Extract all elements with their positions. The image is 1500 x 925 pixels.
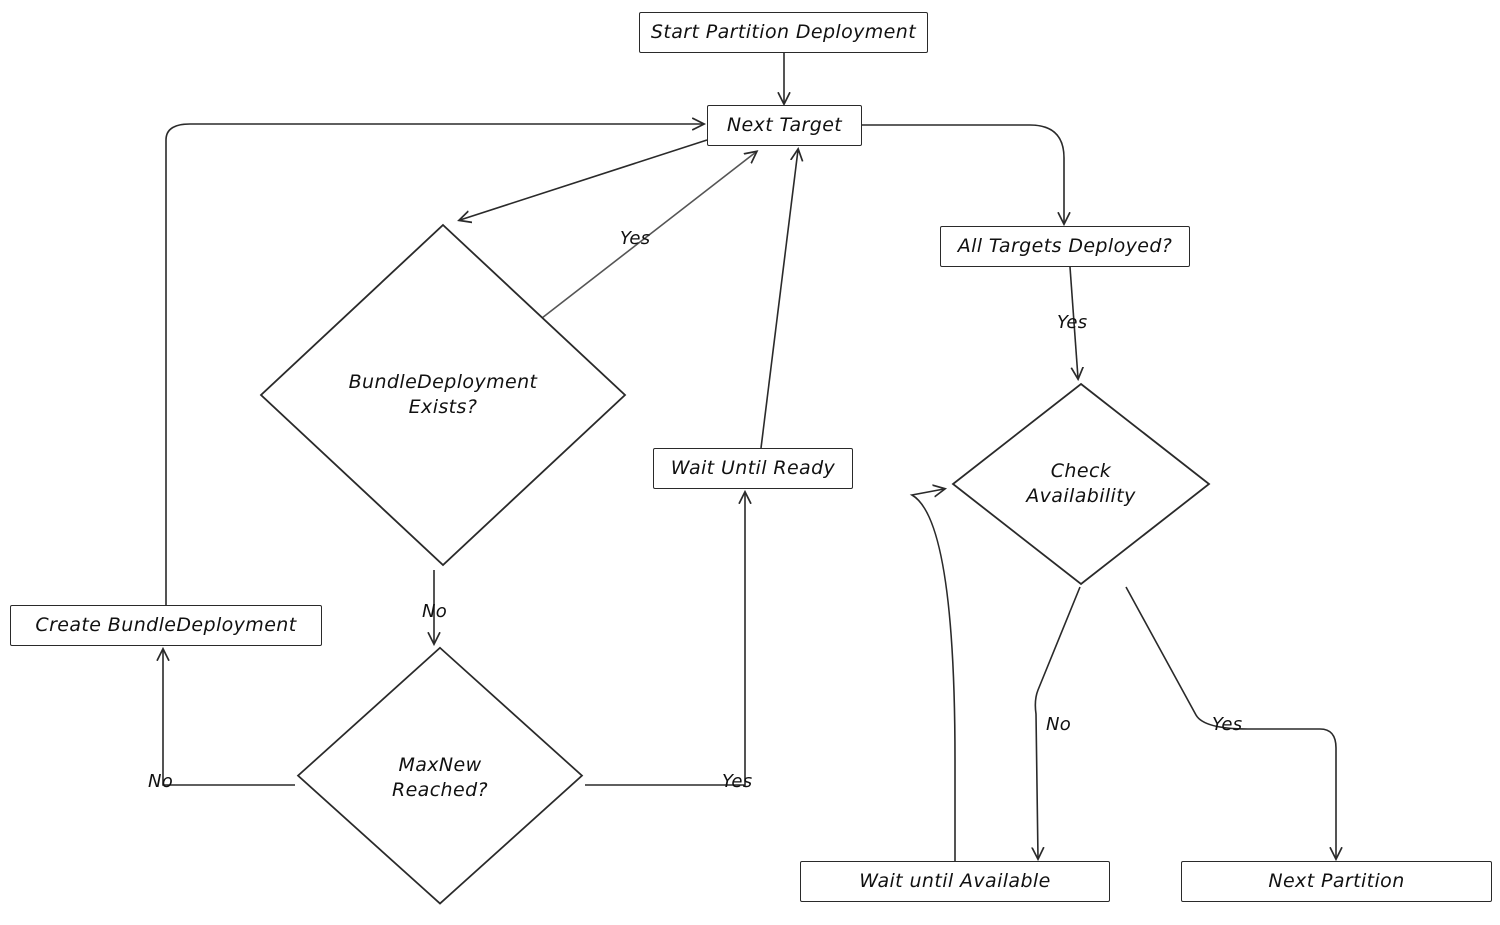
edge-label-no-availability: No xyxy=(1046,714,1072,735)
node-maxnew-reached[interactable] xyxy=(295,645,585,925)
diamond-shape xyxy=(295,645,585,925)
node-all-targets-deployed[interactable] xyxy=(940,226,1190,267)
node-label: Wait until Available xyxy=(859,869,1051,892)
edge-label-yes-all-targets: Yes xyxy=(1057,312,1088,333)
edge-maxnew-no-to-create-bundle xyxy=(163,650,295,785)
node-label: Create BundleDeployment xyxy=(35,613,297,636)
node-next-partition[interactable] xyxy=(1181,861,1492,902)
node-label: MaxNew Reached? xyxy=(391,753,489,801)
node-label: Next Target xyxy=(726,113,843,136)
node-label: BundleDeployment Exists? xyxy=(348,371,538,418)
node-label: Wait Until Ready xyxy=(670,456,836,479)
node-label: Check Availability xyxy=(1026,460,1136,507)
node-create-bundledeployment[interactable] xyxy=(10,605,322,646)
diamond-shape xyxy=(950,381,1212,587)
node-wait-until-available[interactable] xyxy=(800,861,1110,902)
node-label: Start Partition Deployment xyxy=(650,20,917,43)
node-check-availability[interactable] xyxy=(950,381,1212,587)
edge-wait-available-to-check-availability xyxy=(912,489,955,861)
edge-label-no-bundle-exists: No xyxy=(422,601,448,622)
node-label: Next Partition xyxy=(1268,869,1405,892)
edge-label-yes-availability: Yes xyxy=(1212,714,1243,735)
diamond-shape xyxy=(258,222,628,568)
edge-label-no-maxnew: No xyxy=(148,771,174,792)
node-bundledeployment-exists[interactable] xyxy=(258,222,628,568)
node-wait-until-ready[interactable] xyxy=(653,448,853,489)
edge-next-target-to-bundle-exists xyxy=(460,140,707,220)
node-next-target[interactable] xyxy=(707,105,862,146)
edge-next-target-to-all-targets xyxy=(862,125,1064,223)
node-label: All Targets Deployed? xyxy=(957,234,1173,257)
node-start-partition-deployment[interactable] xyxy=(639,12,928,53)
edge-label-yes-bundle-exists: Yes xyxy=(620,228,651,249)
edge-label-yes-maxnew: Yes xyxy=(722,771,753,792)
edge-wait-until-ready-to-next-target xyxy=(761,150,798,448)
